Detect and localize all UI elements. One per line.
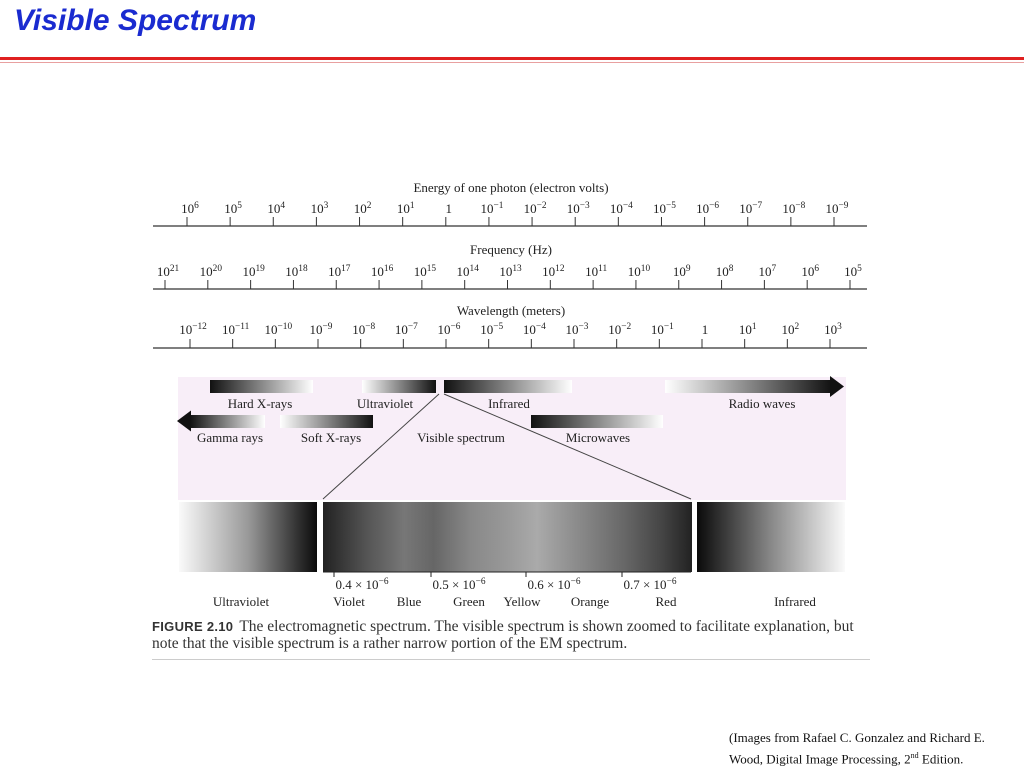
radio-waves-label: Radio waves xyxy=(728,396,796,411)
energy-tick-label: $10^1$ xyxy=(396,201,415,216)
frequency-tick-label: $10^{19}$ xyxy=(242,264,265,279)
energy-tick-label: $10^{-5}$ xyxy=(652,201,676,216)
wavelength-tick-label: $10^{-9}$ xyxy=(309,322,333,337)
wavelength-tick-label: $10^{-8}$ xyxy=(352,322,376,337)
caption-divider xyxy=(152,659,870,660)
zoom-ultraviolet-strip xyxy=(179,502,317,572)
frequency-tick-label: $10^8$ xyxy=(715,264,734,279)
zoom-infrared-label: Infrared xyxy=(774,594,816,609)
frequency-axis-label: Frequency (Hz) xyxy=(470,242,552,257)
hard-xrays-bar xyxy=(210,380,313,393)
wavelength-tick-label: $10^{-7}$ xyxy=(394,322,418,337)
energy-tick-label: $10^{-6}$ xyxy=(696,201,720,216)
color-name-red: Red xyxy=(655,594,677,609)
zoom-wavelength-mark: $0.6 \times 10^{-6}$ xyxy=(527,577,581,592)
wavelength-tick-label: $10^{-10}$ xyxy=(264,322,293,337)
frequency-axis xyxy=(157,264,862,289)
slide-title: Visible Spectrum xyxy=(14,4,257,37)
gamma-rays-label: Gamma rays xyxy=(196,430,264,445)
energy-tick-label: $10^{-9}$ xyxy=(825,201,849,216)
frequency-tick-label: $10^{12}$ xyxy=(542,264,565,279)
gamma-rays-bar xyxy=(190,415,265,428)
energy-tick-label: $10^4$ xyxy=(267,201,286,216)
frequency-tick-label: $10^{17}$ xyxy=(328,264,351,279)
zoom-visible-strip xyxy=(323,502,692,572)
color-name-green: Green xyxy=(453,594,485,609)
frequency-tick-label: $10^{15}$ xyxy=(413,264,437,279)
credit-text: (Images from Rafael C. Gonzalez and Richard E. Wood, Digital Image Processing, 2 xyxy=(729,730,985,767)
visible-color-names xyxy=(333,594,677,609)
hard-xrays-label: Hard X-rays xyxy=(227,396,293,411)
infrared-bar xyxy=(444,380,572,393)
wavelength-tick-label: $10^{-12}$ xyxy=(179,322,207,337)
energy-axis xyxy=(181,201,849,226)
frequency-tick-label: $10^5$ xyxy=(844,264,862,279)
wavelength-tick-label: $10^1$ xyxy=(738,322,757,337)
image-credit xyxy=(729,729,1019,768)
frequency-tick-label: $10^{13}$ xyxy=(499,264,522,279)
energy-tick-label: $10^{-7}$ xyxy=(739,201,763,216)
ultraviolet-bar xyxy=(362,380,436,393)
color-name-blue: Blue xyxy=(396,594,422,609)
energy-tick-label: $10^3$ xyxy=(310,201,329,216)
wavelength-tick-label: $10^{-3}$ xyxy=(565,322,589,337)
energy-tick-label: 1 xyxy=(445,201,453,216)
wavelength-tick-label: $10^2$ xyxy=(781,322,800,337)
wavelength-axis-label: Wavelength (meters) xyxy=(456,303,566,318)
frequency-tick-label: $10^6$ xyxy=(801,264,820,279)
wavelength-tick-label: $10^{-5}$ xyxy=(480,322,504,337)
frequency-tick-label: $10^{20}$ xyxy=(199,264,222,279)
frequency-tick-label: $10^7$ xyxy=(758,264,777,279)
zoom-wavelength-mark: $0.7 \times 10^{-6}$ xyxy=(623,577,677,592)
color-name-orange: Orange xyxy=(570,594,610,609)
wavelength-tick-label: $10^3$ xyxy=(824,322,842,337)
zoom-ultraviolet-label: Ultraviolet xyxy=(212,594,270,609)
energy-tick-label: $10^2$ xyxy=(353,201,372,216)
radio-waves-bar xyxy=(665,380,832,393)
frequency-tick-label: $10^{18}$ xyxy=(285,264,308,279)
credit-edition: Edition. xyxy=(918,751,964,767)
energy-tick-label: $10^{-4}$ xyxy=(609,201,633,216)
infrared-label: Infrared xyxy=(488,396,530,411)
energy-tick-label: $10^{-1}$ xyxy=(480,201,504,216)
zoom-infrared-strip xyxy=(697,502,845,572)
microwaves-bar xyxy=(531,415,663,428)
color-name-violet: Violet xyxy=(333,594,365,609)
color-name-yellow: Yellow xyxy=(503,594,541,609)
energy-tick-label: $10^6$ xyxy=(181,201,199,216)
wavelength-axis xyxy=(179,322,842,348)
caption-text: The electromagnetic spectrum. The visible spectrum is shown zoomed to facilitate explanation, but note that the visible spectrum is a rather narrow portion of the EM spectrum. xyxy=(152,618,854,652)
soft-xrays-bar xyxy=(280,415,373,428)
wavelength-tick-label: $10^{-1}$ xyxy=(650,322,674,337)
frequency-tick-label: $10^{10}$ xyxy=(627,264,651,279)
wavelength-tick-label: $10^{-2}$ xyxy=(608,322,632,337)
frequency-tick-label: $10^{11}$ xyxy=(585,264,608,279)
wavelength-tick-label: $10^{-4}$ xyxy=(522,322,546,337)
energy-tick-label: $10^{-3}$ xyxy=(566,201,590,216)
wavelength-tick-label: 1 xyxy=(701,322,709,337)
frequency-tick-label: $10^{14}$ xyxy=(456,264,479,279)
wavelength-tick-label: $10^{-11}$ xyxy=(222,322,250,337)
figure-label: FIGURE 2.10 xyxy=(152,619,234,634)
energy-tick-label: $10^{-8}$ xyxy=(782,201,806,216)
frequency-tick-label: $10^{21}$ xyxy=(156,264,180,279)
zoom-wavelength-mark: $0.5 \times 10^{-6}$ xyxy=(432,577,486,592)
energy-tick-label: $10^5$ xyxy=(224,201,242,216)
microwaves-label: Microwaves xyxy=(565,430,631,445)
frequency-tick-label: $10^{16}$ xyxy=(370,264,394,279)
soft-xrays-label: Soft X-rays xyxy=(300,430,362,445)
ultraviolet-label: Ultraviolet xyxy=(356,396,414,411)
credit-superscript: nd xyxy=(910,751,919,760)
energy-tick-label: $10^{-2}$ xyxy=(523,201,547,216)
wavelength-tick-label: $10^{-6}$ xyxy=(437,322,461,337)
frequency-tick-label: $10^9$ xyxy=(672,264,691,279)
zoom-wavelength-marks xyxy=(335,577,676,592)
energy-axis-label: Energy of one photon (electron volts) xyxy=(413,180,609,195)
figure-caption xyxy=(152,618,872,652)
visible-spectrum-label: Visible spectrum xyxy=(417,430,505,445)
zoom-wavelength-mark: $0.4 \times 10^{-6}$ xyxy=(335,577,389,592)
